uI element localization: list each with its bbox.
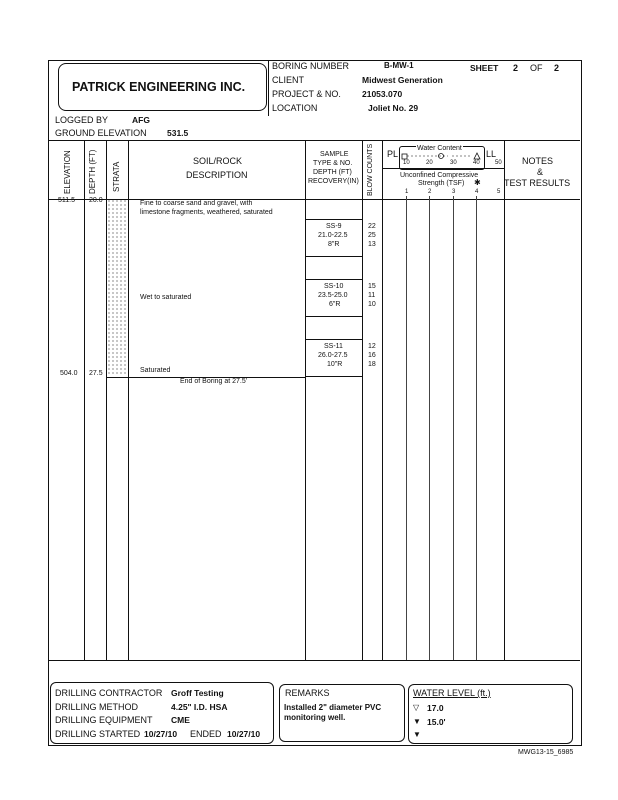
bottom-depth: 27.5 xyxy=(89,370,103,377)
soil-header-line2: DESCRIPTION xyxy=(186,170,248,180)
equipment: CME xyxy=(171,715,190,725)
description-1-line1: Fine to coarse sand and gravel, with xyxy=(140,200,253,207)
sample-3-blow-3: 18 xyxy=(368,361,376,368)
water-level-3-icon: ▼ xyxy=(413,730,421,739)
contractor: Groff Testing xyxy=(171,688,224,698)
sample-header-line4: RECOVERY(IN) xyxy=(308,178,359,185)
sample-1-blow-3: 13 xyxy=(368,241,376,248)
water-content-label: Water Content xyxy=(417,145,462,152)
document-id: MWG13-15_6985 xyxy=(518,749,574,756)
wc-scale-50: 50 xyxy=(495,160,502,166)
top-elevation: 511.5 xyxy=(58,197,75,204)
project-label: PROJECT & NO. xyxy=(272,89,341,99)
top-depth: 20.0 xyxy=(89,197,103,204)
col-line-elev xyxy=(84,140,85,660)
sample-2-bottom-line xyxy=(305,316,362,317)
water-level-1: 17.0 xyxy=(427,703,444,713)
remarks-line2: monitoring well. xyxy=(284,713,346,722)
client-name: Midwest Generation xyxy=(362,75,443,85)
method: 4.25" I.D. HSA xyxy=(171,702,228,712)
sample-1-bottom-line xyxy=(305,256,362,257)
col-line-chart xyxy=(504,140,505,660)
sample-3-id: SS-11 xyxy=(324,343,343,350)
ended-label: ENDED xyxy=(190,729,222,739)
started: 10/27/10 xyxy=(144,729,178,739)
sample-3-bottom-line xyxy=(305,376,362,377)
sample-3-top-line xyxy=(305,339,362,340)
notes-header-line3: TEST RESULTS xyxy=(504,178,571,188)
notes-header-line1: NOTES xyxy=(522,156,554,166)
description-3: Saturated xyxy=(140,367,171,374)
sample-1-top-line xyxy=(305,219,362,220)
ended: 10/27/10 xyxy=(227,729,261,739)
ground-elevation-label: GROUND ELEVATION xyxy=(55,128,147,138)
method-label: DRILLING METHOD xyxy=(55,702,139,712)
sample-2-id: SS-10 xyxy=(324,283,344,290)
sheet-number: 2 xyxy=(513,63,519,73)
sample-2-depth: 23.5-25.0 xyxy=(318,292,348,299)
sample-header-line1: SAMPLE xyxy=(320,151,349,158)
col-line-desc xyxy=(305,140,306,660)
ucs-scale-5: 5 xyxy=(497,189,501,195)
ucs-scale-1: 1 xyxy=(405,189,409,195)
ucs-scale-2: 2 xyxy=(428,189,432,195)
description-2: Wet to saturated xyxy=(140,294,192,301)
end-of-boring-note: End of Boring at 27.5' xyxy=(180,378,248,385)
ucs-scale-4: 4 xyxy=(475,189,479,195)
pl-label: PL xyxy=(387,149,399,159)
water-level-1-icon: ▽ xyxy=(413,703,420,712)
bottom-elevation: 504.0 xyxy=(60,370,78,377)
wc-scale-10: 10 xyxy=(403,160,410,166)
sample-2-top-line xyxy=(305,279,362,280)
wc-scale-20: 20 xyxy=(426,160,433,166)
chart-gridline-4 xyxy=(476,196,477,660)
chart-gridline-2 xyxy=(429,196,430,660)
wc-scale-40: 40 xyxy=(473,160,480,166)
water-level-2: 15.0' xyxy=(427,717,446,727)
sample-2-blow-3: 10 xyxy=(368,301,376,308)
sample-1-blow-2: 25 xyxy=(368,232,376,239)
ground-elevation: 531.5 xyxy=(167,128,189,138)
ucs-scale-3: 3 xyxy=(452,189,456,195)
logged-by: AFG xyxy=(132,115,150,125)
sample-2-blow-2: 11 xyxy=(368,292,376,299)
sample-header-line3: DEPTH (FT) xyxy=(313,169,352,176)
ll-label: LL xyxy=(486,149,497,159)
soil-header-line1: SOIL/ROCK xyxy=(193,156,243,166)
sample-2-blow-1: 15 xyxy=(368,283,376,290)
remarks-line1: Installed 2" diameter PVC xyxy=(284,703,382,712)
water-level-label: WATER LEVEL (ft.) xyxy=(413,688,491,698)
footer-top-line xyxy=(49,660,580,661)
elevation-header: ELEVATION xyxy=(63,150,72,194)
col-line-blow xyxy=(382,140,383,660)
depth-header: DEPTH (FT) xyxy=(88,149,97,194)
col-line-strata xyxy=(128,140,129,660)
company-name: PATRICK ENGINEERING INC. xyxy=(72,80,246,94)
ucs-marker-icon: ✱ xyxy=(474,178,481,187)
sample-3-blow-1: 12 xyxy=(368,343,376,350)
contractor-label: DRILLING CONTRACTOR xyxy=(55,688,163,698)
col-line-sample xyxy=(362,140,363,660)
chart-gridline-3 xyxy=(453,196,454,660)
project-number: 21053.070 xyxy=(362,89,403,99)
chart-mid-line xyxy=(383,168,504,169)
started-label: DRILLING STARTED xyxy=(55,729,141,739)
of-label: OF xyxy=(530,63,543,73)
header-divider xyxy=(268,61,269,116)
chart-gridline-1 xyxy=(406,196,407,660)
sample-3-recovery: 10"R xyxy=(327,361,343,368)
sample-1-recovery: 8"R xyxy=(328,241,340,248)
equipment-label: DRILLING EQUIPMENT xyxy=(55,715,153,725)
sheet-label: SHEET xyxy=(470,63,499,73)
boring-number-label: BORING NUMBER xyxy=(272,61,350,71)
logged-by-label: LOGGED BY xyxy=(55,115,109,125)
remarks-label: REMARKS xyxy=(285,688,330,698)
sample-2-recovery: 6"R xyxy=(329,301,341,308)
strata-header: STRATA xyxy=(112,161,121,192)
client-label: CLIENT xyxy=(272,75,305,85)
description-1-line2: limestone fragments, weathered, saturated xyxy=(140,209,273,216)
wc-scale-30: 30 xyxy=(450,160,457,166)
location-label: LOCATION xyxy=(272,103,318,113)
strata-pattern xyxy=(107,199,128,375)
water-level-2-icon: ▼ xyxy=(413,717,421,726)
sample-1-id: SS-9 xyxy=(326,223,342,230)
notes-header-line2: & xyxy=(537,167,544,177)
ucs-label-line1: Unconfined Compressive xyxy=(400,172,479,179)
sample-3-blow-2: 16 xyxy=(368,352,376,359)
sample-3-depth: 26.0-27.5 xyxy=(318,352,348,359)
sample-1-depth: 21.0-22.5 xyxy=(318,232,348,239)
location: Joliet No. 29 xyxy=(368,103,419,113)
boring-number: B-MW-1 xyxy=(384,61,414,70)
blow-counts-header: BLOW COUNTS xyxy=(367,143,374,196)
water-content-legend xyxy=(400,150,500,162)
ucs-label-line2: Strength (TSF) xyxy=(418,180,465,187)
sample-header-line2: TYPE & NO. xyxy=(313,160,353,167)
sheet-total: 2 xyxy=(554,63,560,73)
sample-1-blow-1: 22 xyxy=(368,223,376,230)
